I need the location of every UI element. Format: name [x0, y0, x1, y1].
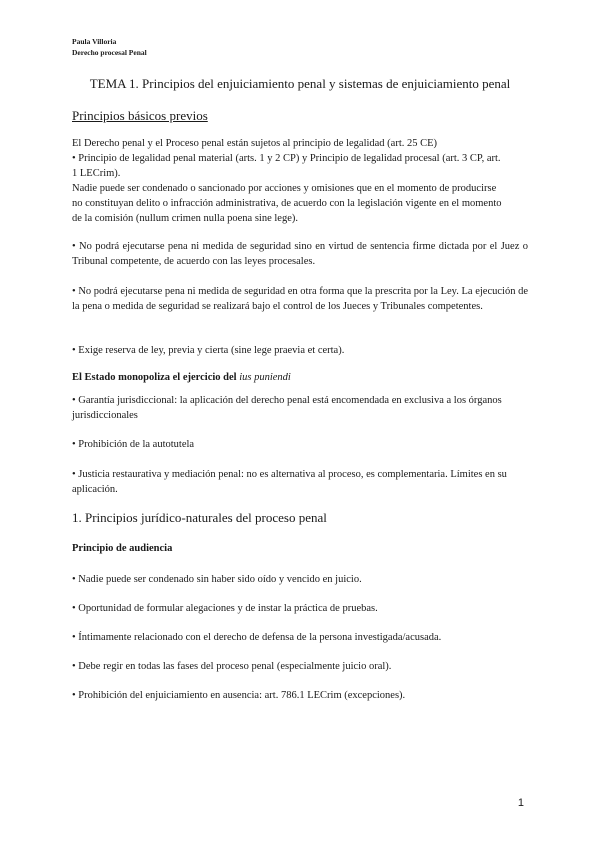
paragraph-nadie-condenado — [72, 181, 528, 226]
header-subject: Derecho procesal Penal — [72, 48, 147, 57]
paragraph-line: de la comisión (nullum crimen nulla poena sine lege). — [72, 213, 298, 224]
paragraph-forma-prescrita: • No podrá ejecutarse pena ni medida de seguridad en otra forma que la prescrita por la Ley. La ejecución de la pena o medida de seguridad se realizará bajo el control de los Jueces y Tribunales competentes. — [72, 286, 528, 312]
list-item: • Oportunidad de formular alegaciones y de instar la práctica de pruebas. — [72, 603, 378, 614]
paragraph-reserva-ley: • Exige reserva de ley, previa y cierta (sine lege praevia et certa). — [72, 345, 345, 356]
paragraph-autotutela: • Prohibición de la autotutela — [72, 439, 195, 450]
heading-principio-audiencia: Principio de audiencia — [72, 543, 173, 554]
document-title: TEMA 1. Principios del enjuiciamiento penal y sistemas de enjuiciamiento penal — [89, 76, 511, 91]
heading-italic-text: ius puniendi — [239, 372, 291, 383]
page-number: 1 — [517, 797, 524, 809]
heading-principios-juridico-naturales: 1. Principios jurídico-naturales del proceso penal — [72, 510, 327, 525]
list-item: • Debe regir en todas las fases del proceso penal (especialmente juicio oral). — [72, 661, 392, 672]
heading-principios-previos: Principios básicos previos — [72, 108, 208, 123]
list-item: • Prohibición del enjuiciamiento en ausencia: art. 786.1 LECrim (excepciones). — [72, 690, 406, 701]
paragraph-sentencia-firme: • No podrá ejecutarse pena ni medida de seguridad sino en virtud de sentencia firme dictada por el Juez o Tribunal competente, de acuerdo con las leyes procesales. — [72, 241, 528, 267]
heading-bold-text: El Estado monopoliza el ejercicio del — [72, 372, 240, 383]
heading-estado-monopoliza — [72, 372, 291, 383]
paragraph-line: • Principio de legalidad penal material (arts. 1 y 2 CP) y Principio de legalidad procesal (art. 3 CP, art. — [72, 153, 501, 164]
paragraph-line: no constituyan delito o infracción administrativa, de acuerdo con la legislación vigente en el momento — [72, 198, 502, 209]
paragraph-legalidad-bullet — [72, 151, 528, 181]
paragraph-garantia-jurisdiccional: • Garantía jurisdiccional: la aplicación del derecho penal está encomendada en exclusiva a los órganos jurisdiccionales — [72, 395, 502, 421]
paragraph-line: Nadie puede ser condenado o sancionado por acciones y omisiones que en el momento de producirse — [72, 183, 497, 194]
list-item: • Íntimamente relacionado con el derecho de defensa de la persona investigada/acusada. — [72, 632, 442, 643]
list-item: • Nadie puede ser condenado sin haber sido oído y vencido en juicio. — [72, 574, 362, 585]
paragraph-justicia-restaurativa: • Justicia restaurativa y mediación penal: no es alternativa al proceso, es complementaria. Límites en su aplicación. — [72, 469, 507, 495]
paragraph-legalidad-intro: El Derecho penal y el Proceso penal están sujetos al principio de legalidad (art. 25 CE) — [72, 138, 438, 149]
header-author: Paula Villoria — [72, 37, 117, 46]
paragraph-line: 1 LECrim). — [72, 168, 121, 179]
